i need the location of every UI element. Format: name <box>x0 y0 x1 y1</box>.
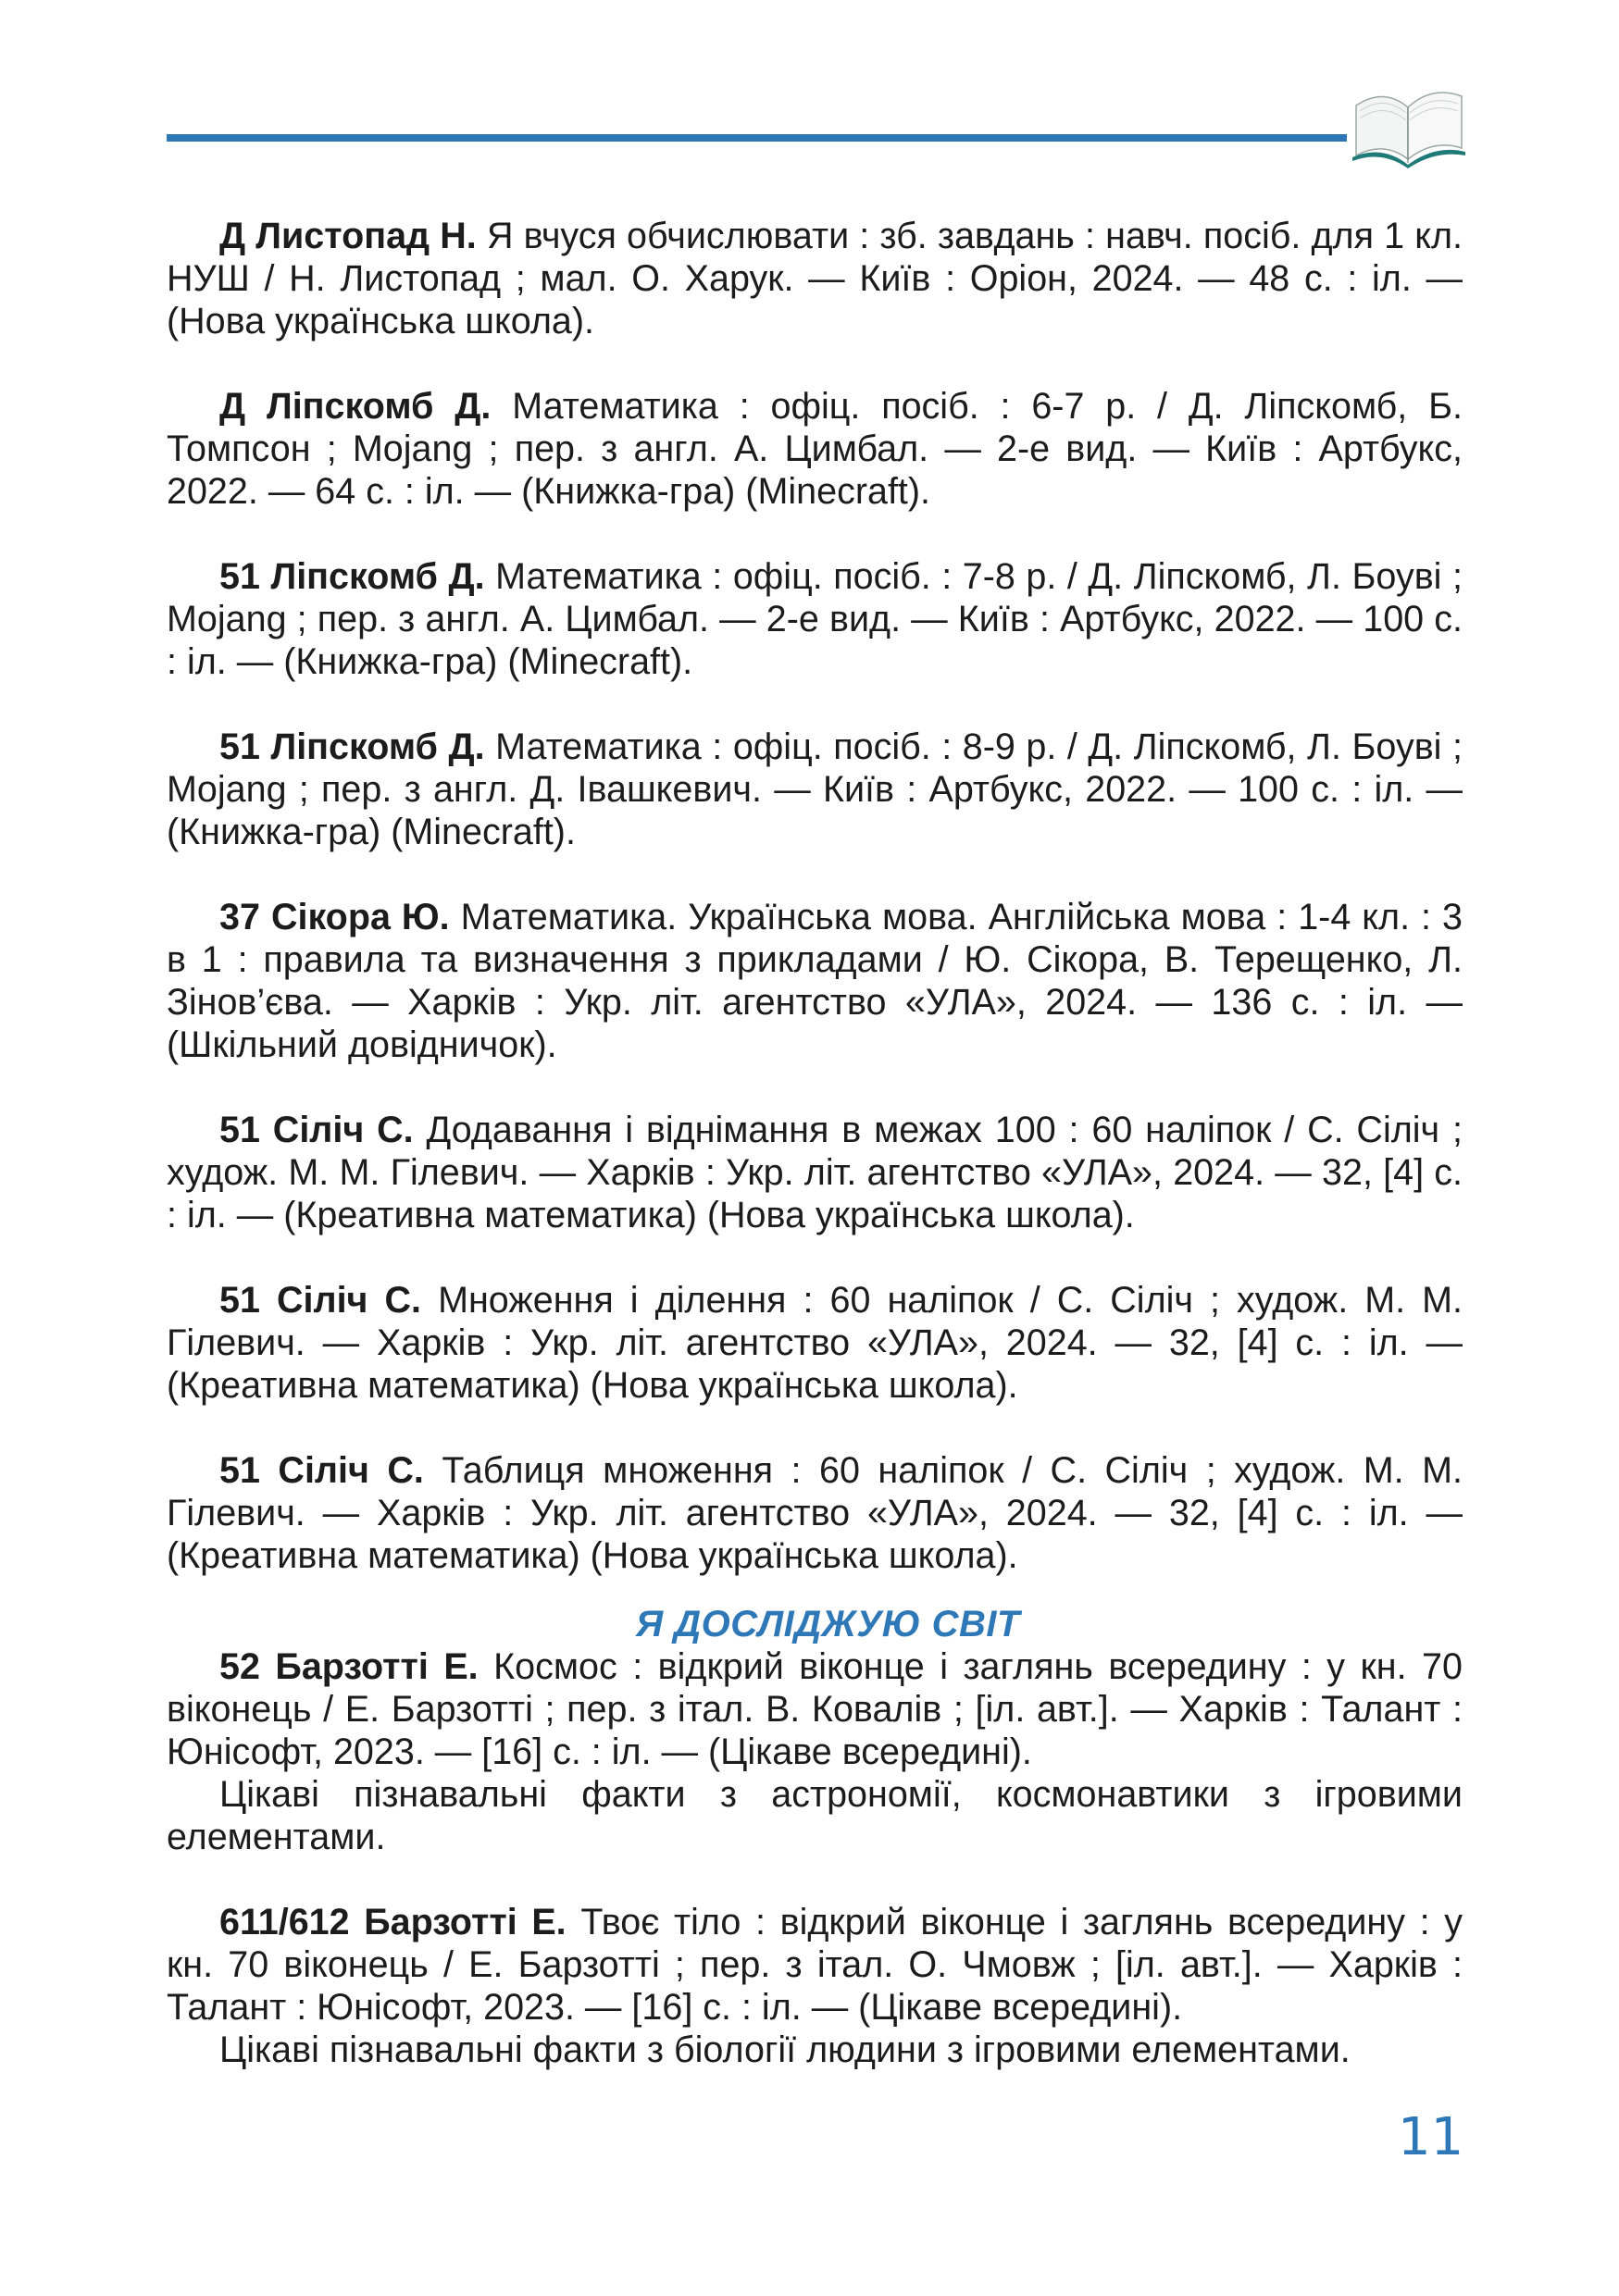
entry-author: Ліпскомб Д. <box>270 726 485 767</box>
section-heading: Я ДОСЛІДЖУЮ СВІТ <box>636 1604 1020 1644</box>
entry-text: Таблиця множення : 60 наліпок / С. Сіліч ; худож. М. М. Гілевич. — Харків : Укр. літ. агентство «УЛА», 2024. — 32, [4] с. : іл. — (Креативна математика) (Нова українська школа). <box>167 1450 1463 1576</box>
bibliography-entry <box>167 1279 1463 1407</box>
entry-code: 51 <box>219 1110 260 1150</box>
bibliography-entry <box>167 726 1463 853</box>
bibliography-entry <box>167 555 1463 683</box>
entry-author: Сікора Ю. <box>270 897 450 937</box>
entry-text: Математика : офіц. посіб. : 7-8 р. / Д. Ліпскомб, Л. Боуві ; Mojang ; пер. з англ. А. Цимбал. — 2-е вид. — Київ : Артбукс, 2022. — 100 с. : іл. — (Книжка-гра) (Minecraft). <box>167 556 1463 682</box>
entry-code: 37 <box>219 897 260 937</box>
bibliography-entry <box>167 1645 1463 1858</box>
entry-author: Сіліч С. <box>278 1450 424 1491</box>
entry-text: Математика. Українська мова. Англійська мова : 1-4 кл. : 3 в 1 : правила та визначення з прикладами / Ю. Сікора, В. Терещенко, Л. Зінов’єва. — Харків : Укр. літ. агентство «УЛА», 2024. — 136 с. : іл. — (Шкільний довідничок). <box>167 897 1463 1065</box>
entry-text: Додавання і віднімання в межах 100 : 60 наліпок / С. Сіліч ; худож. М. М. Гілевич. — Харків : Укр. літ. агентство «УЛА», 2024. — 32, [4] с. : іл. — (Креативна математика) (Нова українська школа). <box>167 1110 1463 1235</box>
bibliography-entry <box>167 1901 1463 2071</box>
entry-code: Д <box>219 216 246 256</box>
open-book-icon <box>1347 70 1467 172</box>
bibliography-entry <box>167 385 1463 513</box>
entry-code: 51 <box>219 1450 260 1491</box>
header-rule <box>167 134 1347 142</box>
entry-author: Барзотті Е. <box>275 1646 479 1687</box>
bibliography-list <box>167 215 1463 2071</box>
entry-author: Сіліч С. <box>272 1110 414 1150</box>
entry-author: Сіліч С. <box>276 1280 422 1321</box>
entry-author: Барзотті Е. <box>364 1902 567 1942</box>
entry-annotation: Цікаві пізнавальні факти з біології людини з ігровими елементами. <box>219 2029 1351 2070</box>
entry-author: Ліпскомб Д. <box>270 556 485 597</box>
entry-code: 52 <box>219 1646 260 1687</box>
entry-author: Листопад Н. <box>255 216 477 256</box>
entry-text: Математика : офіц. посіб. : 8-9 р. / Д. Ліпскомб, Л. Боуві ; Mojang ; пер. з англ. Д. Івашкевич. — Київ : Артбукс, 2022. — 100 с. : іл. — (Книжка-гра) (Minecraft). <box>167 726 1463 852</box>
bibliography-entry <box>167 896 1463 1066</box>
bibliography-entry <box>167 1449 1463 1577</box>
entry-text: Математика : офіц. посіб. : 6-7 р. / Д. Ліпскомб, Б. Томпсон ; Mojang ; пер. з англ. А. Цимбал. — 2-е вид. — Київ : Артбукс, 2022. — 64 с. : іл. — (Книжка-гра) (Minecraft). <box>167 386 1463 512</box>
entry-code: Д <box>219 386 246 427</box>
page-number: 11 <box>1398 2107 1464 2167</box>
entry-annotation: Цікаві пізнавальні факти з астрономії, космонавтики з ігровими елементами. <box>167 1774 1463 1857</box>
entry-author: Ліпскомб Д. <box>266 386 492 427</box>
entry-text: Твоє тіло : відкрий віконце і заглянь всередину : у кн. 70 віконець / Е. Барзотті ; пер. з італ. О. Чмовж ; [іл. авт.]. — Харків : Талант : Юнісофт, 2023. — [16] с. : іл. — (Цікаве всередині). <box>167 1902 1463 2028</box>
bibliography-entry <box>167 215 1463 342</box>
entry-text: Космос : відкрий віконце і заглянь всередину : у кн. 70 віконець / Е. Барзотті ; пер. з італ. В. Ковалів ; [іл. авт.]. — Харків : Талант : Юнісофт, 2023. — [16] с. : іл. — (Цікаве всередині). <box>167 1646 1463 1772</box>
entry-text: Множення і ділення : 60 наліпок / С. Сіліч ; худож. М. М. Гілевич. — Харків : Укр. літ. агентство «УЛА», 2024. — 32, [4] с. : іл. — (Креативна математика) (Нова українська школа). <box>167 1280 1463 1406</box>
entry-code: 51 <box>219 726 260 767</box>
entry-code: 611/612 <box>219 1902 350 1942</box>
entry-code: 51 <box>219 556 260 597</box>
entry-text: Я вчуся обчислювати : зб. завдань : навч. посіб. для 1 кл. НУШ / Н. Листопад ; мал. О. Харук. — Київ : Оріон, 2024. — 48 с. : іл. — (Нова українська школа). <box>167 216 1463 341</box>
entry-code: 51 <box>219 1280 260 1321</box>
bibliography-entry <box>167 1109 1463 1236</box>
